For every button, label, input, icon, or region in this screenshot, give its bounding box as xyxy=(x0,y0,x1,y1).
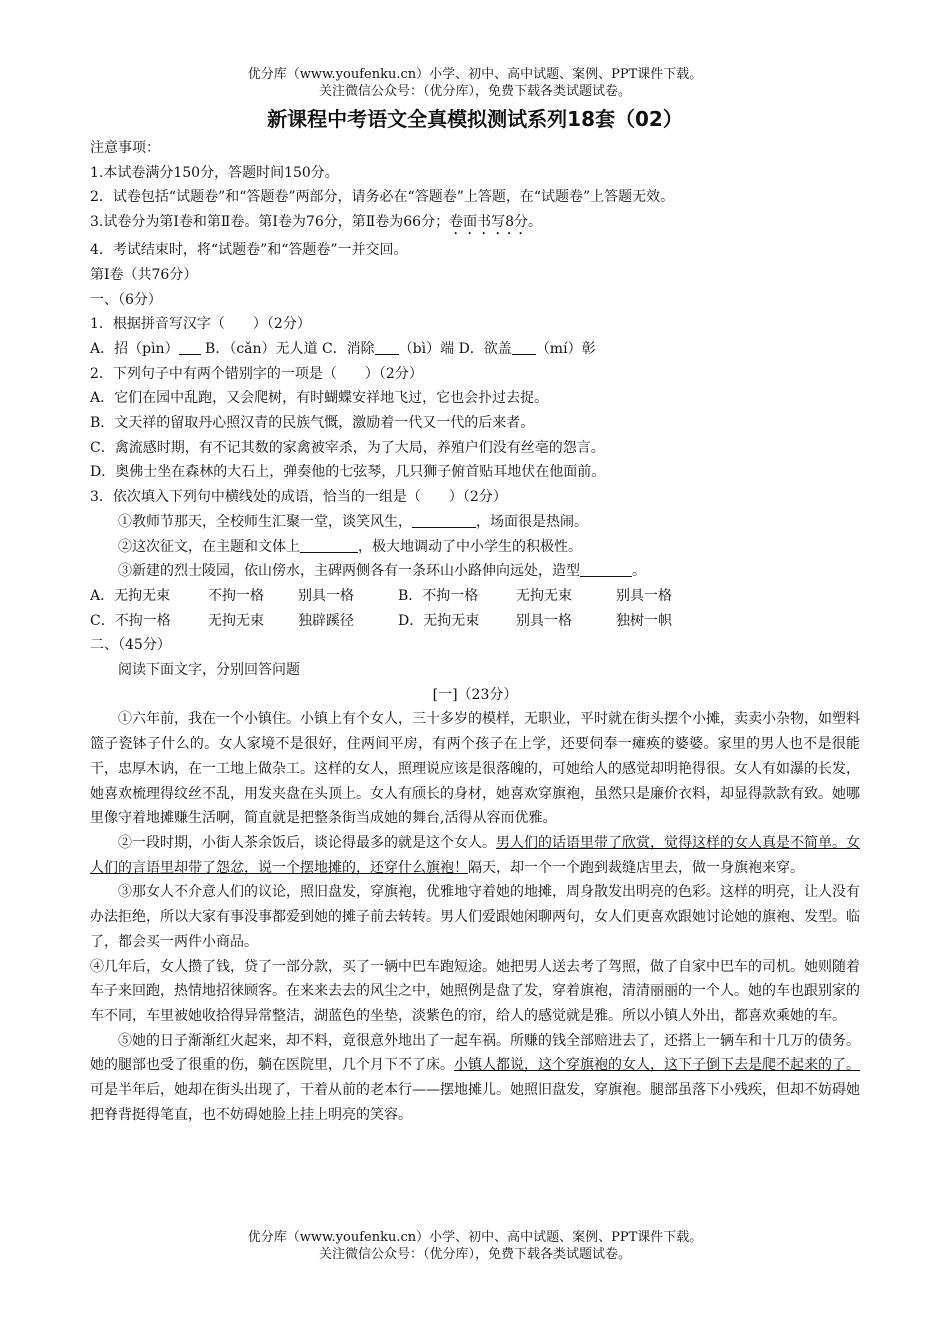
q1-options xyxy=(90,337,860,362)
q3-opt-a1: A．无拘无束 xyxy=(90,587,171,604)
q1-option-b: B．（cǎn）无人道 C．消除 xyxy=(205,340,375,357)
q3-blank-2[interactable] xyxy=(300,538,358,553)
q3-s3-text: ③新建的烈士陵园，依山傍水，主碑两侧各有一条环山小路伸向远处，造型 xyxy=(118,563,580,580)
notice-item-1: 1.本试卷满分150分，答题时间150分。 xyxy=(90,164,339,181)
passage-paragraph-5 xyxy=(90,1029,860,1128)
q3-stem: 3．依次填入下列句中横线处的成语，恰当的一组是（ ）（2分） xyxy=(90,489,507,506)
bottom-footer xyxy=(0,1229,950,1263)
q3-opt-b1: B．不拘一格 xyxy=(398,587,479,604)
notice-item-4: 4．考试结束时，将“试题卷”和“答题卷”一并交回。 xyxy=(90,242,408,259)
page-title: 新课程中考语文全真模拟测试系列18套（02） xyxy=(267,107,683,131)
p2-underlined-sentence: 男人们的话语里带了欣赏，觉得这样的女人真是不简单。女人们的言语里却带了怨忿，说一个摆地摊的，还穿什么旗袍！ xyxy=(90,834,860,876)
q3-sentence-3 xyxy=(90,559,860,584)
q3-opt-c3: 独辟蹊径 xyxy=(298,612,354,629)
q1-blank-d[interactable] xyxy=(512,340,536,355)
reading-intro: 阅读下面文字，分别回答问题 xyxy=(118,662,300,679)
notice-heading: 注意事项： xyxy=(90,140,160,156)
q1-blank-a[interactable] xyxy=(179,340,201,355)
q3-opt-c2: 无拘无束 xyxy=(208,612,264,629)
header-line-1: 优分库（www.youfenku.cn）小学、初中、高中试题、案例、PPT课件下载。 xyxy=(247,67,703,82)
q2-stem: 2．下列句子中有两个错别字的一项是（ ）（2分） xyxy=(90,365,423,382)
q3-s2-end: ，极大地调动了中小学生的积极性。 xyxy=(358,538,582,555)
q2-option-c: C．禽流感时期，有不记其数的家禽被宰杀，为了大局，养殖户们没有丝亳的怨言。 xyxy=(90,439,605,456)
header-line-2: 关注微信公众号：（优分库），免费下载各类试题试卷。 xyxy=(318,84,631,99)
q3-opt-d1: D．无拘无束 xyxy=(398,612,480,629)
p5-underlined-sentence: 小镇人都说，这个穿旗袍的女人，这下子倒下去是爬不起来的了。 xyxy=(454,1057,860,1074)
notice-item-3 xyxy=(90,210,860,238)
p2-text-start: ②一段时期，小街人茶余饭后，谈论得最多的就是这个女人。 xyxy=(118,834,496,851)
passage-paragraph-1: ①六年前，我在一个小镇住。小镇上有个女人，三十多岁的模样，无职业，平时就在街头摆个小摊，卖卖小杂物，如塑料篮子瓷钵子什么的。女人家境不是很好，住两间平房，有两个孩子在上学，还要伺奉一瘫痪的婆婆。家里的男人也不是很能干，忠厚木讷，在一工地上做杂工。这样的女人，照理说应该是很落魄的，可她给人的感觉却明艳得很。女人有如瀑的长发，她喜欢梳理得纹丝不乱，用发夹盘在头顶上。女人有颀长的身材，她喜欢穿旗袍，虽然只是廉价衣料，却显得款款有致。她哪里像守着地摊赚生活啊，简直就是把整条街当成她的舞台,活得从容而优雅。 xyxy=(90,711,860,827)
q2-option-b: B．文天祥的留取丹心照汉青的民族气慨，激励着一代又一代的后来者。 xyxy=(90,415,535,432)
q1-option-d: （mí）彰 xyxy=(535,340,596,357)
footer-line-2: 关注微信公众号：（优分库），免费下载各类试题试卷。 xyxy=(318,1247,631,1262)
q3-blank-1[interactable] xyxy=(412,513,476,528)
q1-stem: 1．根据拼音写汉字（ ）（2分） xyxy=(90,316,311,333)
passage-paragraph-4: ④几年后，女人攒了钱，贷了一部分款，买了一辆中巴车跑短途。她把男人送去考了驾照，做了自家中巴车的司机。她则随着车子来回跑，热情地招徕顾客。在来来去去的风尘之中，她照例是盘了发，穿着旗袍，清清丽丽的一个人。她的车也跟别家的车不同，车里被她收拾得异常整洁，湖蓝色的坐垫，淡紫色的帘，给人的感觉就是雅。所以小镇人外出，都喜欢乘她的车。 xyxy=(90,958,860,1024)
q3-opt-a2: 不拘一格 xyxy=(208,587,264,604)
q3-options-ab xyxy=(90,584,860,609)
q3-options-cd xyxy=(90,609,860,634)
q3-s3-end: 。 xyxy=(632,563,646,580)
notice-item-2: 2．试卷包括“试题卷”和“答题卷”两部分，请务必在“答题卷”上答题，在“试题卷”上答题无效。 xyxy=(90,189,675,206)
p5-text-end: 可是半年后，她却在街头出现了，干着从前的老本行——摆地摊儿。她照旧盘发，穿旗袍。腿部虽落下小残疾，但却不妨碍她把脊背挺得笔直，也不妨碍她脸上挂上明亮的笑容。 xyxy=(90,1082,860,1123)
q3-opt-b3: 别具一格 xyxy=(616,587,672,604)
volume-1-heading: 第Ⅰ卷（共76分） xyxy=(90,266,198,283)
q3-s1-end: ，场面很是热闹。 xyxy=(476,513,588,530)
q3-opt-b2: 无拘无束 xyxy=(516,587,572,604)
part-one-heading: 一、（6分） xyxy=(90,291,162,308)
passage-paragraph-2 xyxy=(90,831,860,880)
notice-item-3-end: 。 xyxy=(528,214,542,231)
q3-s1-text: ①教师节那天，全校师生汇聚一堂，谈笑风生， xyxy=(118,513,412,530)
q3-opt-c1: C．不拘一格 xyxy=(90,612,171,629)
q3-opt-d3: 独树一帜 xyxy=(616,612,672,629)
q1-option-c: （bì）端 D．欲盖 xyxy=(398,340,512,357)
q2-option-a: A．它们在园中乱跑，又会爬树，有时蝴蝶安祥地飞过，它也会扑过去捉。 xyxy=(90,390,549,407)
p2-text-end: 隔天，却一个一个跑到裁缝店里去，做一身旗袍来穿。 xyxy=(468,859,804,876)
q3-blank-3[interactable] xyxy=(580,562,632,577)
q3-opt-a3: 别具一格 xyxy=(298,587,354,604)
notice-item-3-text: 3.试卷分为第Ⅰ卷和第Ⅱ卷。第Ⅰ卷为76分，第Ⅱ卷为66分； xyxy=(90,214,450,231)
part-two-heading: 二、（45分） xyxy=(90,637,171,654)
q3-sentence-1 xyxy=(90,510,860,535)
q3-opt-d2: 别具一格 xyxy=(516,612,572,629)
q3-sentence-2 xyxy=(90,535,860,560)
q1-blank-c[interactable] xyxy=(375,340,399,355)
q3-s2-text: ②这次征文，在主题和文体上 xyxy=(118,538,300,555)
p5-text-start: ⑤她的日子渐渐红火起来，却不料，竟很意外地出了一起车祸。所赚的钱全部赔进去了，还搭上一辆车和十几万的债务。她的腿部也受了很重的伤，躺在医院里，几个月下不了床。 xyxy=(90,1032,860,1074)
passage-paragraph-3: ③那女人不介意人们的议论，照旧盘发，穿旗袍，优雅地守着她的地摊，周身散发出明亮的色彩。这样的明亮，让人没有办法拒绝，所以大家有事没事都爱到她的摊子前去转转。男人们爱跟她闲聊两句，女人们更喜欢跟她讨论她的旗袍、发型。临了，都会买一两件小商品。 xyxy=(90,884,860,950)
notice-item-3-emphasis: 卷面书写8分 xyxy=(449,214,528,231)
exam-body xyxy=(90,136,860,1127)
top-header xyxy=(0,66,950,100)
q2-option-d: D．奥佛士坐在森林的大石上，弹奏他的七弦琴，几只狮子俯首贴耳地伏在他面前。 xyxy=(90,464,606,481)
footer-line-1: 优分库（www.youfenku.cn）小学、初中、高中试题、案例、PPT课件下载。 xyxy=(247,1230,703,1245)
passage-title: [一]（23分） xyxy=(432,686,518,703)
q1-option-a: A．招（pìn） xyxy=(90,340,179,357)
